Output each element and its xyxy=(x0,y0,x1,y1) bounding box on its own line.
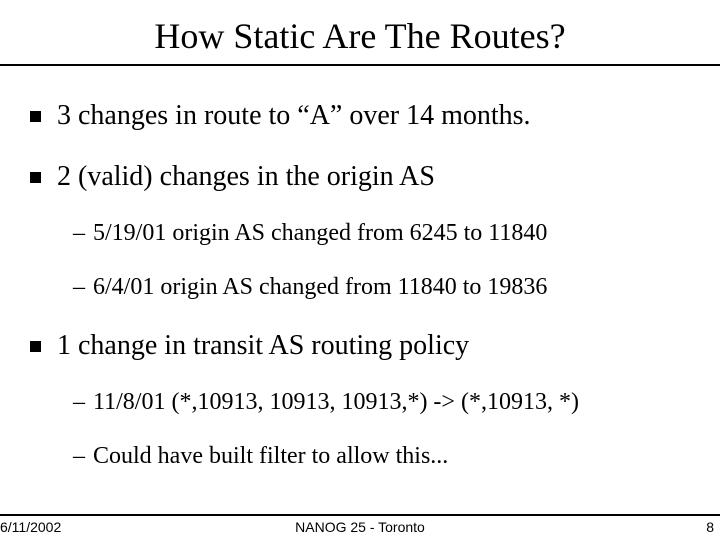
dash-marker: – xyxy=(73,442,85,469)
square-bullet-icon xyxy=(30,111,41,122)
title-divider xyxy=(0,64,720,66)
sub-item xyxy=(73,270,547,304)
square-bullet-icon xyxy=(30,341,41,352)
footer-date: 6/11/2002 xyxy=(0,519,62,535)
sub-item-text: 5/19/01 origin AS changed from 6245 to 11840 xyxy=(93,219,548,246)
bullet-text: 2 (valid) changes in the origin AS xyxy=(57,161,435,192)
sub-item-text: 6/4/01 origin AS changed from 11840 to 19836 xyxy=(93,273,548,300)
footer-event: NANOG 25 - Toronto xyxy=(295,519,425,535)
dash-marker: – xyxy=(73,219,85,246)
slide-title: How Static Are The Routes? xyxy=(154,16,566,56)
sub-item xyxy=(73,385,579,419)
bullet-item xyxy=(30,96,531,136)
sub-item xyxy=(73,216,547,250)
bullet-item xyxy=(30,326,469,366)
sub-item-text: 11/8/01 (*,10913, 10913, 10913,*) -> (*,10913, *) xyxy=(93,388,579,415)
page-number: 8 xyxy=(706,519,714,535)
footer-divider xyxy=(0,514,720,516)
bullet-item xyxy=(30,157,435,197)
bullet-text: 3 changes in route to “A” over 14 months. xyxy=(57,100,531,131)
dash-marker: – xyxy=(73,388,85,415)
dash-marker: – xyxy=(73,273,85,300)
sub-item-text: Could have built filter to allow this... xyxy=(93,442,449,469)
square-bullet-icon xyxy=(30,172,41,183)
bullet-text: 1 change in transit AS routing policy xyxy=(57,330,470,361)
sub-item xyxy=(73,439,448,473)
